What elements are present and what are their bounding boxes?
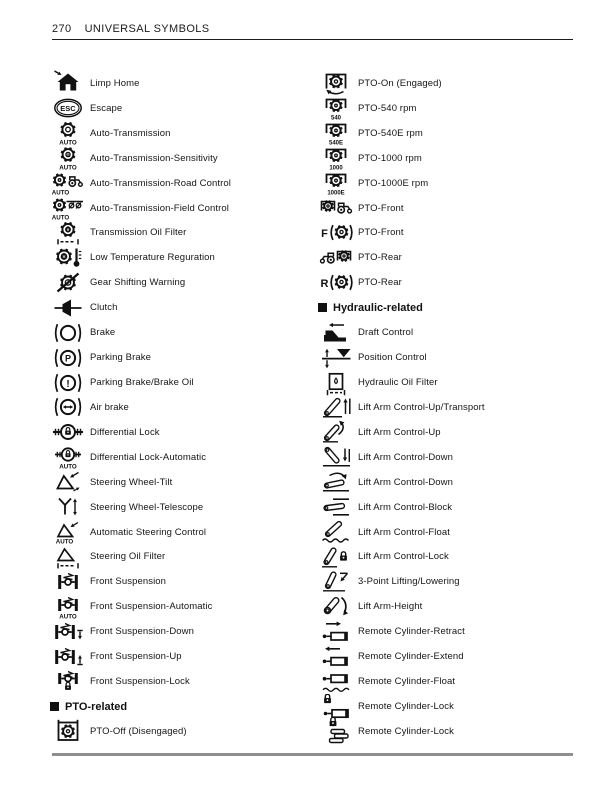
lift-arm-control-down-2-icon [318, 469, 354, 495]
three-point-lifting-lowering-icon [318, 569, 354, 595]
symbol-row [50, 71, 314, 96]
pto-rear-tractor-icon [318, 245, 354, 271]
symbol-row [50, 245, 314, 270]
section-label: PTO-related [65, 700, 128, 713]
symbol-row [318, 370, 582, 395]
symbol-row [318, 171, 582, 196]
symbol-row [318, 196, 582, 221]
svg-text:ESC: ESC [60, 104, 76, 114]
section-label: Hydraulic-related [333, 301, 423, 314]
svg-text:AUTO: AUTO [59, 463, 77, 471]
symbol-label: Draft Control [358, 327, 414, 339]
symbol-label: Lift Arm-Height [358, 601, 423, 613]
symbol-label: PTO-1000 rpm [358, 152, 422, 164]
symbol-label: Auto-Transmission-Field Control [90, 202, 229, 214]
symbol-row [50, 545, 314, 570]
lift-arm-control-lock-icon [318, 544, 354, 570]
steering-wheel-tilt-icon [50, 469, 86, 495]
section-header-pto-related [50, 694, 314, 719]
symbol-label: Remote Cylinder-Lock [358, 701, 454, 712]
symbol-row [318, 395, 582, 420]
svg-text:!: ! [66, 378, 70, 390]
symbols-column-left [50, 71, 314, 744]
symbol-label: PTO-540E rpm [358, 127, 423, 139]
symbol-row [318, 221, 582, 246]
symbol-label: PTO-1000E rpm [358, 177, 429, 189]
symbol-label: Remote Cylinder-Extend [358, 651, 464, 663]
escape-icon [50, 95, 86, 121]
svg-text:1000: 1000 [329, 165, 343, 172]
symbols-column-right [318, 71, 582, 744]
symbol-label: Differential Lock-Automatic [90, 451, 207, 463]
symbol-row [50, 470, 314, 495]
pto-front-f-icon [318, 220, 354, 246]
parking-brake-icon [50, 345, 86, 371]
section-bullet-square [318, 303, 327, 312]
svg-text:1000E: 1000E [327, 190, 345, 197]
symbol-row [50, 669, 314, 694]
symbol-label: Steering Wheel-Tilt [90, 476, 173, 488]
symbol-row [50, 420, 314, 445]
svg-text:AUTO: AUTO [51, 189, 70, 197]
automatic-steering-control-icon [50, 519, 86, 545]
symbol-label: Front Suspension [90, 576, 167, 588]
svg-text:R: R [320, 277, 329, 290]
symbol-label: Automatic Steering Control [90, 526, 207, 538]
clutch-icon [50, 295, 86, 321]
symbol-label: PTO-Front [358, 202, 404, 214]
symbol-label: Parking Brake/Brake Oil [90, 377, 194, 389]
auto-transmission-road-icon [50, 170, 86, 196]
lift-arm-height-icon [318, 594, 354, 620]
lift-arm-control-block-icon [318, 494, 354, 520]
symbol-row [318, 619, 582, 644]
symbol-row [318, 71, 582, 96]
remote-cylinder-lock-icon [318, 694, 354, 720]
hydraulic-oil-filter-icon [318, 370, 354, 396]
lift-arm-control-float-icon [318, 519, 354, 545]
symbol-row [50, 345, 314, 370]
symbol-label: Steering Oil Filter [90, 551, 166, 563]
symbol-label: Front Suspension-Lock [90, 676, 190, 688]
auto-transmission-sensitivity-icon [50, 145, 86, 171]
symbol-label: Lift Arm Control-Block [358, 501, 453, 513]
symbol-row [50, 171, 314, 196]
symbol-row [318, 146, 582, 171]
symbol-label: Differential Lock [90, 426, 160, 438]
symbol-label: Parking Brake [90, 352, 151, 364]
steering-wheel-telescope-icon [50, 494, 86, 520]
symbol-label: Remote Cylinder-Float [358, 676, 456, 688]
pto-rear-r-icon [318, 270, 354, 296]
remote-cylinder-retract-icon [318, 619, 354, 645]
symbol-row [50, 619, 314, 644]
symbol-label: Lift Arm Control-Down [358, 476, 454, 488]
pto-540e-icon [318, 120, 354, 146]
front-suspension-up-icon [50, 644, 86, 670]
lift-arm-control-down-icon [318, 444, 354, 470]
position-control-icon [318, 345, 354, 371]
front-suspension-icon [50, 569, 86, 595]
symbol-row [50, 370, 314, 395]
symbol-label: Low Temperature Reguration [90, 252, 215, 264]
symbol-row [50, 121, 314, 146]
brake-icon [50, 320, 86, 346]
symbol-label: Front Suspension-Automatic [90, 601, 213, 613]
symbol-label: Auto-Transmission-Sensitivity [90, 152, 218, 164]
symbol-row [50, 594, 314, 619]
symbol-row [50, 520, 314, 545]
symbol-row [318, 669, 582, 694]
svg-text:%: % [65, 153, 71, 160]
remote-cylinder-extend-icon [318, 644, 354, 670]
svg-text:AUTO: AUTO [59, 613, 77, 620]
page-title: UNIVERSAL SYMBOLS [84, 23, 210, 35]
symbol-label: Air brake [90, 401, 129, 413]
remote-cylinder-float-icon [318, 669, 354, 695]
pto-off-icon [50, 718, 86, 744]
low-temperature-regulation-icon [50, 245, 86, 271]
symbol-row [318, 270, 582, 295]
section-bullet-square [50, 702, 59, 711]
symbol-row [50, 196, 314, 221]
symbol-row [50, 644, 314, 669]
symbol-row [318, 694, 582, 719]
symbol-label: PTO-Off (Disengaged) [90, 725, 187, 737]
svg-text:540: 540 [330, 115, 342, 122]
symbol-label: PTO-Rear [358, 277, 402, 289]
symbol-label: Transmission Oil Filter [90, 227, 187, 239]
pto-1000e-icon [318, 170, 354, 196]
symbol-row [50, 719, 314, 744]
page-header [52, 23, 210, 35]
symbol-row [318, 420, 582, 445]
svg-text:AUTO: AUTO [51, 214, 70, 222]
symbol-row [318, 445, 582, 470]
symbol-label: Lift Arm Control-Up/Transport [358, 401, 485, 413]
front-suspension-down-icon [50, 619, 86, 645]
symbol-label: Position Control [358, 352, 427, 364]
svg-text:AUTO: AUTO [59, 164, 77, 172]
auto-transmission-icon [50, 120, 86, 146]
symbol-row [318, 719, 582, 744]
symbol-label: Brake [90, 327, 116, 339]
page-number: 270 [52, 23, 72, 35]
pto-on-icon [318, 70, 354, 96]
footer-rule [52, 753, 573, 756]
svg-text:P: P [64, 352, 72, 363]
symbol-label: Steering Wheel-Telescope [90, 501, 204, 513]
svg-text:F: F [321, 228, 328, 240]
parking-brake-brake-oil-icon [50, 370, 86, 396]
symbol-label: PTO-Front [358, 227, 404, 239]
symbol-row [50, 569, 314, 594]
limp-home-icon [50, 70, 86, 96]
symbol-label: Gear Shifting Warning [90, 277, 186, 289]
draft-control-icon [318, 320, 354, 346]
lift-arm-control-up-transport-icon [318, 394, 354, 420]
symbol-row [50, 445, 314, 470]
symbol-label: Remote Cylinder-Lock [358, 725, 454, 737]
pto-1000-icon [318, 145, 354, 171]
svg-text:AUTO: AUTO [59, 139, 77, 147]
symbol-label: 3-Point Lifting/Lowering [358, 576, 460, 588]
symbol-label: Clutch [90, 302, 118, 314]
symbol-label: Auto-Transmission [90, 127, 171, 139]
symbol-row [318, 545, 582, 570]
symbol-label: PTO-540 rpm [358, 102, 417, 114]
symbol-row [318, 495, 582, 520]
symbol-row [50, 221, 314, 246]
symbol-row [318, 320, 582, 345]
pto-540-icon [318, 95, 354, 121]
symbol-row [318, 345, 582, 370]
symbol-row [318, 245, 582, 270]
symbol-row [50, 270, 314, 295]
svg-text:540E: 540E [328, 140, 344, 147]
symbol-row [50, 320, 314, 345]
symbol-row [318, 569, 582, 594]
symbol-label: PTO-Rear [358, 252, 402, 264]
symbol-row [318, 520, 582, 545]
symbol-label: Limp Home [90, 77, 140, 89]
symbol-row [318, 470, 582, 495]
symbol-row [318, 121, 582, 146]
symbol-label: Lift Arm Control-Up [358, 426, 441, 438]
symbol-label: Hydraulic Oil Filter [358, 377, 438, 389]
pto-front-tractor-icon [318, 195, 354, 221]
symbol-label: Front Suspension-Down [90, 626, 195, 638]
lift-arm-control-up-icon [318, 419, 354, 445]
air-brake-icon [50, 394, 86, 420]
differential-lock-icon [50, 419, 86, 445]
symbol-row [50, 96, 314, 121]
symbol-label: Auto-Transmission-Road Control [90, 177, 231, 189]
symbol-label: Remote Cylinder-Retract [358, 626, 465, 638]
symbol-row [50, 395, 314, 420]
symbol-row [318, 644, 582, 669]
symbol-label: Lift Arm Control-Down [358, 451, 454, 463]
symbol-label: Front Suspension-Up [90, 651, 182, 663]
front-suspension-automatic-icon [50, 594, 86, 620]
symbol-label: Escape [90, 102, 123, 114]
symbol-row [50, 146, 314, 171]
gear-shifting-warning-icon [50, 270, 86, 296]
symbol-row [318, 594, 582, 619]
steering-oil-filter-icon [50, 544, 86, 570]
svg-text:AUTO: AUTO [55, 538, 74, 546]
header-rule [52, 39, 573, 40]
symbol-label: Lift Arm Control-Lock [358, 551, 449, 563]
front-suspension-lock-icon [50, 669, 86, 695]
symbol-label: PTO-On (Engaged) [358, 77, 442, 89]
symbol-row [50, 495, 314, 520]
symbol-row [50, 295, 314, 320]
auto-transmission-field-icon [50, 195, 86, 221]
transmission-oil-filter-icon [50, 220, 86, 246]
symbol-row [318, 96, 582, 121]
section-header-hydraulic-related [318, 295, 582, 320]
symbol-label: Lift Arm Control-Float [358, 526, 450, 538]
remote-cylinder-lock-2-icon [318, 718, 354, 744]
differential-lock-automatic-icon [50, 444, 86, 470]
